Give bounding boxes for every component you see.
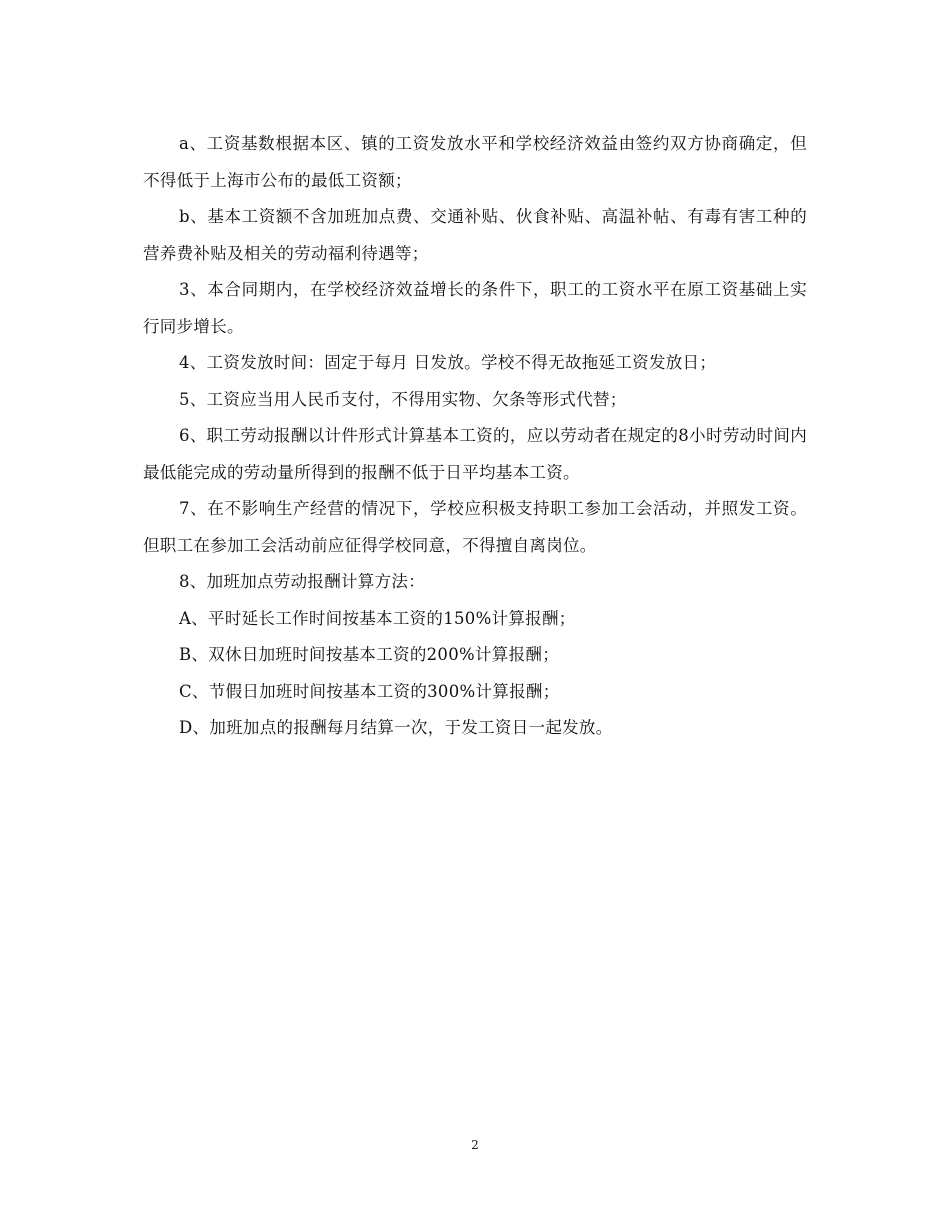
paragraph-union-activities: 7、在不影响生产经营的情况下，学校应积极支持职工参加工会活动，并照发工资。但职工在参加工会活动前应征得学校同意，不得擅自离岗位。 [143,499,807,555]
paragraph-basic-wage-exclusions: b、基本工资额不含加班加点费、交通补贴、伙食补贴、高温补帖、有毒有害工种的营养费补贴及相关的劳动福利待遇等； [143,207,807,263]
paragraph-wage-base: a、工资基数根据本区、镇的工资发放水平和学校经济效益由签约双方协商确定，但不得低于上海市公布的最低工资额； [143,134,807,190]
list-item-overtime-weekend: B、双休日加班时间按基本工资的200%计算报酬； [179,645,559,664]
list-item-overtime-settlement: D、加班加点的报酬每月结算一次，于发工资日一起发放。 [179,718,613,737]
paragraph-wage-growth: 3、本合同期内，在学校经济效益增长的条件下，职工的工资水平在原工资基础上实行同步增长。 [143,280,807,336]
list-item-overtime-weekday: A、平时延长工作时间按基本工资的150%计算报酬； [179,608,576,628]
paragraph-payment-currency: 5、工资应当用人民币支付，不得用实物、欠条等形式代替； [179,389,627,409]
paragraph-piece-rate: 6、职工劳动报酬以计件形式计算基本工资的，应以劳动者在规定的8小时劳动时间内最低能完成的劳动量所得到的报酬不低于日平均基本工资。 [143,426,807,482]
list-item-overtime-holiday: C、节假日加班时间按基本工资的300%计算报酬； [179,681,560,701]
document-body [143,126,807,747]
page-number: 2 [471,1138,479,1152]
paragraph-overtime-method: 8、加班加点劳动报酬计算方法： [179,572,425,591]
paragraph-payment-date: 4、工资发放时间：固定于每月 日发放。学校不得无故拖延工资发放日； [179,353,717,372]
